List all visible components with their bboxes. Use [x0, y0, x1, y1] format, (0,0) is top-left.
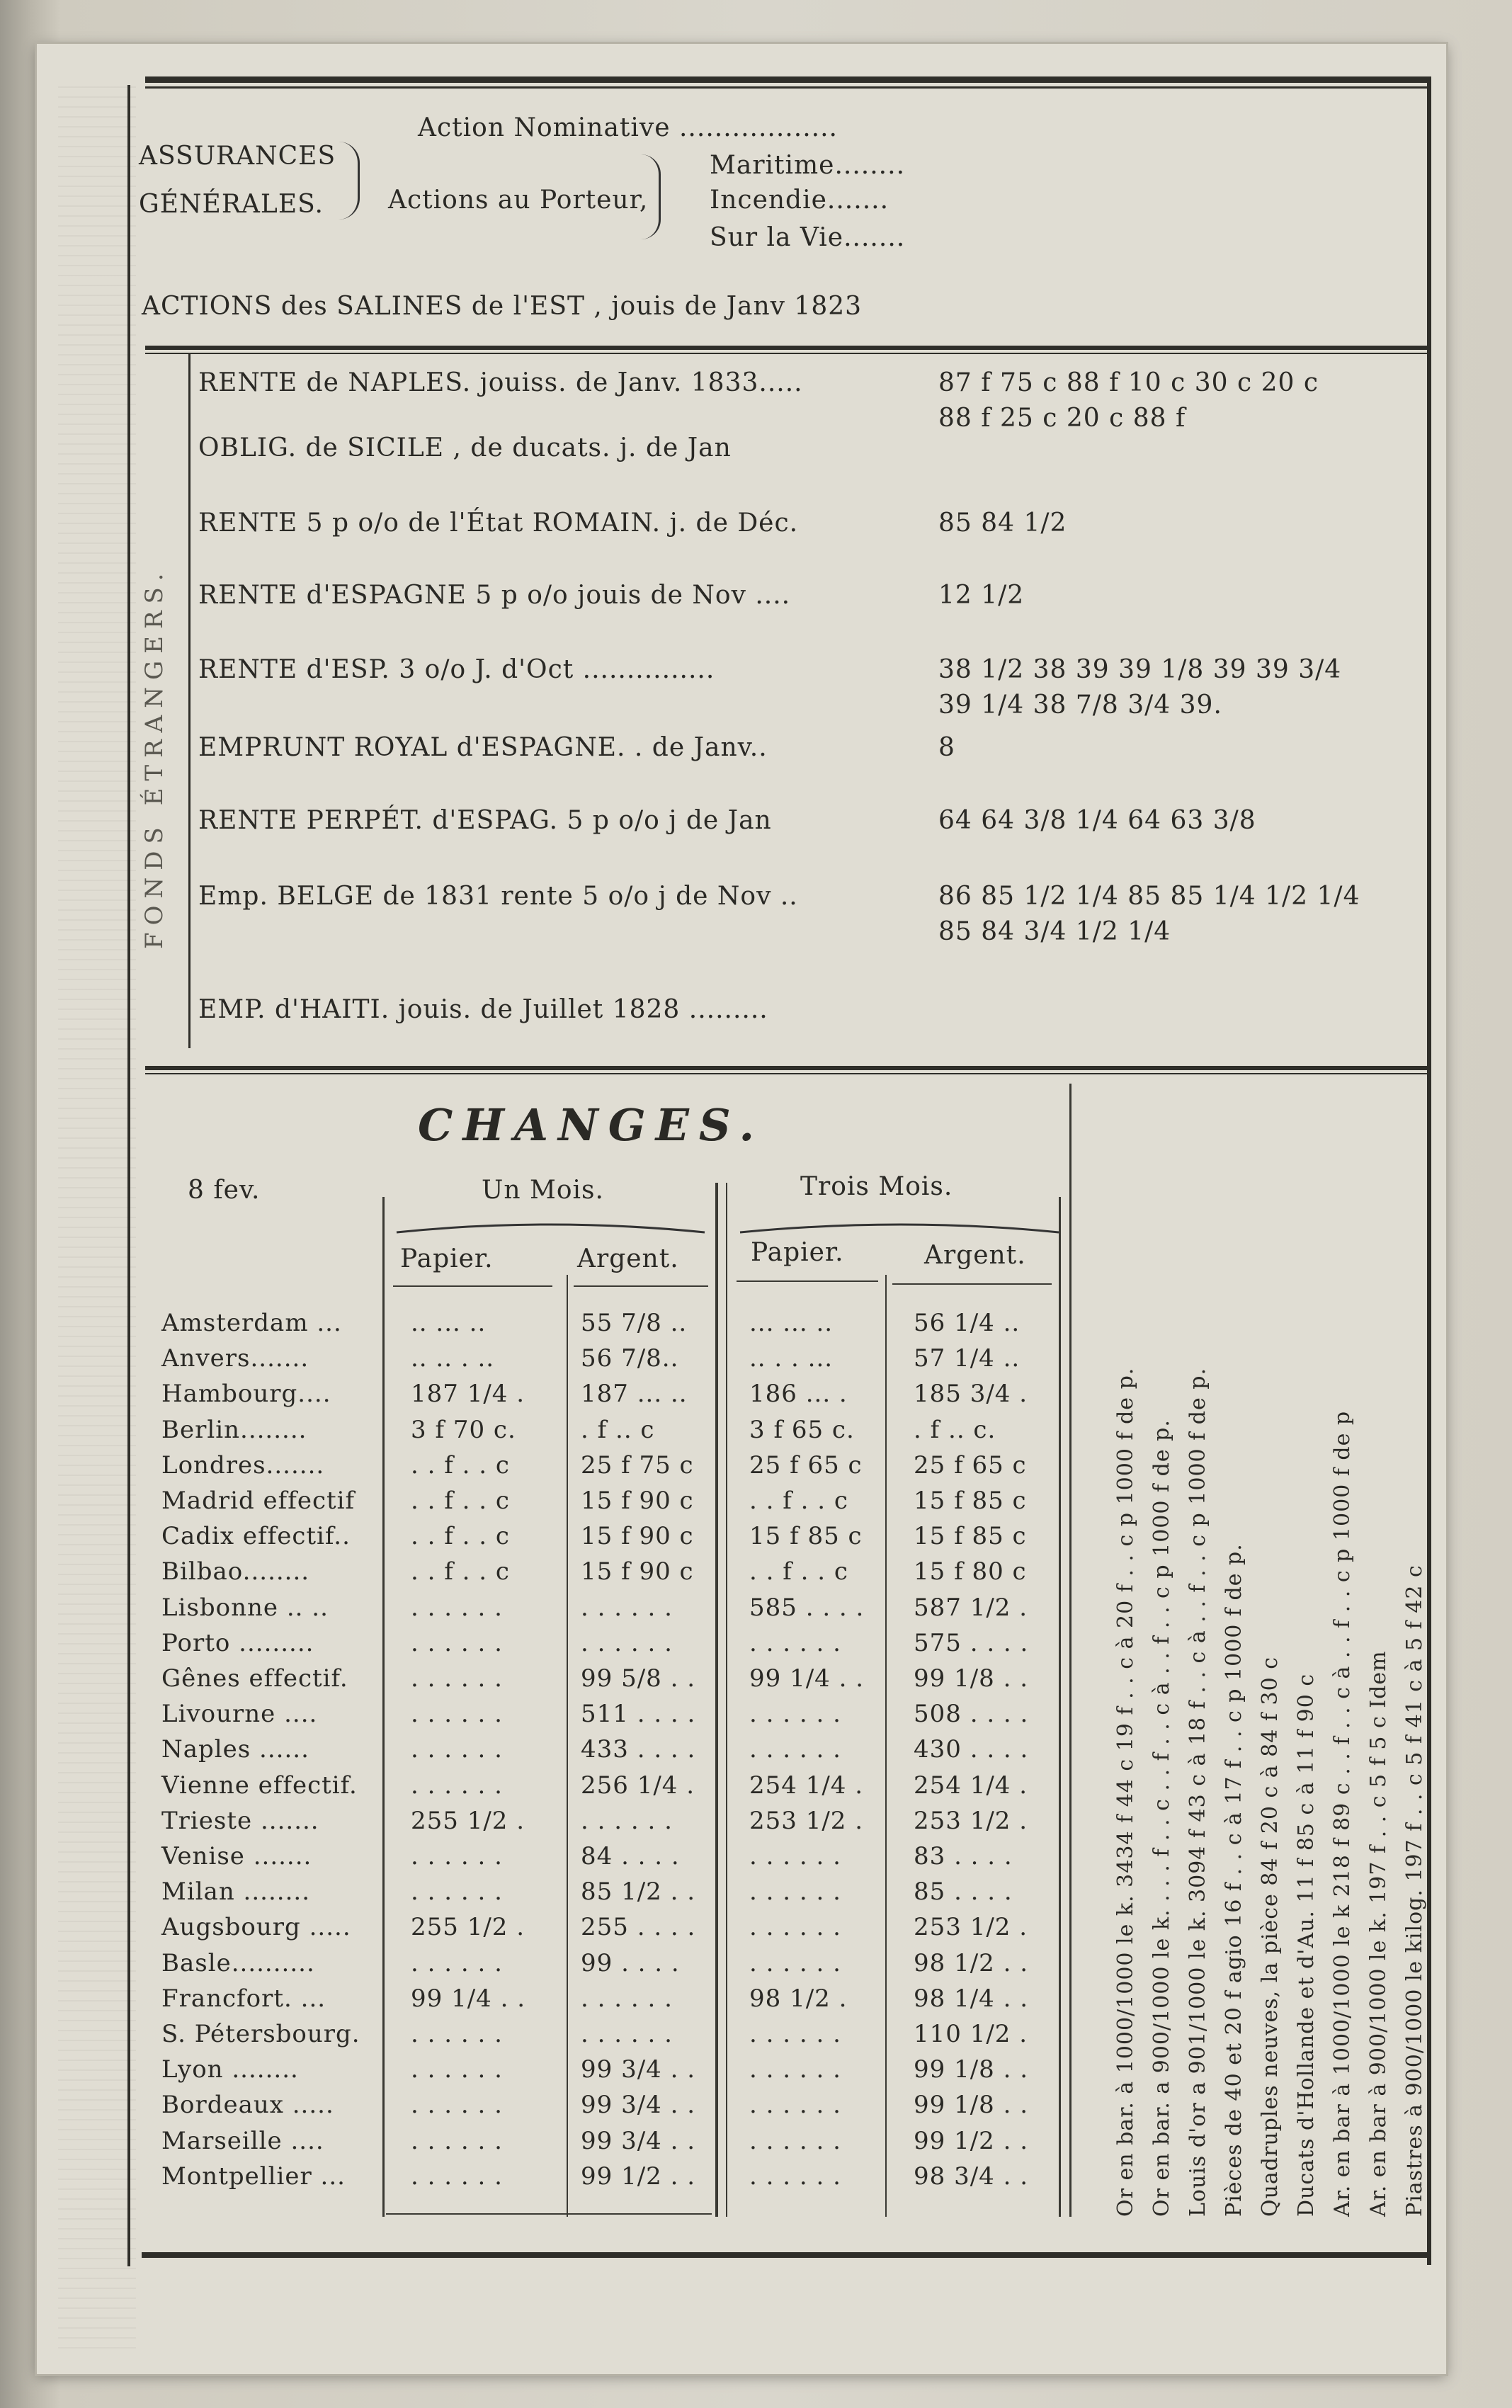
- cell-argent-trois-mois: 587 1/2 .: [914, 1594, 1028, 1622]
- fonds-row-value: 38 1/2 38 39 39 1/8 39 39 3/4: [938, 655, 1342, 684]
- underline-papier-1: [393, 1285, 552, 1287]
- cell-argent-un-mois: 433 . . . .: [581, 1735, 696, 1764]
- fonds-row-value: 86 85 1/2 1/4 85 85 1/4 1/2 1/4: [938, 882, 1360, 911]
- city-name: Porto .........: [161, 1629, 314, 1657]
- cell-argent-un-mois: . f .. c: [581, 1416, 655, 1444]
- cell-argent-un-mois: 99 3/4 . .: [581, 2055, 696, 2084]
- cell-papier-un-mois: . . f . . c: [411, 1557, 510, 1586]
- header-argent-3: Argent.: [924, 1241, 1026, 1270]
- cell-papier-trois-mois: . . . . . .: [749, 1842, 841, 1870]
- city-name: Basle..........: [161, 1949, 315, 1977]
- cell-argent-un-mois: 187 ... ..: [581, 1380, 688, 1408]
- cell-papier-trois-mois: . . . . . .: [749, 2091, 841, 2119]
- fonds-row-value: 12 1/2: [938, 581, 1025, 610]
- fonds-row-label: EMP. d'HAITI. jouis. de Juillet 1828 .........: [198, 995, 768, 1024]
- cell-papier-trois-mois: . . . . . .: [749, 1700, 841, 1728]
- fonds-row-value: 8: [938, 733, 955, 762]
- cell-papier-un-mois: . . . . . .: [411, 1594, 503, 1622]
- fonds-row-value-cont: 88 f 25 c 20 c 88 f: [938, 404, 1186, 433]
- cell-argent-un-mois: 99 3/4 . .: [581, 2127, 696, 2155]
- fonds-row-label: Emp. BELGE de 1831 rente 5 o/o j de Nov ..: [198, 882, 798, 911]
- cell-argent-trois-mois: 99 1/8 . .: [914, 2091, 1029, 2119]
- cell-papier-un-mois: 187 1/4 .: [411, 1380, 525, 1408]
- cell-papier-un-mois: .. ... ..: [411, 1309, 487, 1337]
- cell-argent-trois-mois: 254 1/4 .: [914, 1771, 1028, 1800]
- cell-argent-trois-mois: 15 f 80 c: [914, 1557, 1027, 1586]
- col-line-3: [715, 1183, 718, 2217]
- cell-argent-trois-mois: 99 1/8 . .: [914, 2055, 1029, 2084]
- col-line-6: [1069, 1084, 1072, 2217]
- cell-argent-un-mois: 15 f 90 c: [581, 1487, 694, 1515]
- cell-papier-trois-mois: 186 ... .: [749, 1380, 848, 1408]
- cell-argent-trois-mois: 57 1/4 ..: [914, 1344, 1021, 1373]
- cell-argent-trois-mois: . f .. c.: [914, 1416, 996, 1444]
- cell-papier-trois-mois: . . f . . c: [749, 1557, 848, 1586]
- city-name: Lyon ........: [161, 2055, 299, 2084]
- cell-papier-trois-mois: . . . . . .: [749, 2162, 841, 2191]
- metal-row: Or en bar. à 1000/1000 le k. 3434 f 44 c 19 f . . c à 20 f . . c p 1000 f de p.: [1113, 1367, 1138, 2217]
- city-name: Francfort. ...: [161, 1984, 326, 2013]
- cell-papier-trois-mois: . . . . . .: [749, 1913, 841, 1941]
- cell-papier-un-mois: . . . . . .: [411, 1771, 503, 1800]
- margin-texture: [58, 86, 136, 2353]
- cell-argent-trois-mois: 253 1/2 .: [914, 1913, 1028, 1941]
- cell-argent-un-mois: 25 f 75 c: [581, 1451, 694, 1480]
- cell-argent-un-mois: 15 f 90 c: [581, 1522, 694, 1550]
- city-name: Livourne ....: [161, 1700, 318, 1728]
- city-name: S. Pétersbourg.: [161, 2020, 360, 2048]
- cell-papier-un-mois: . . . . . .: [411, 1842, 503, 1870]
- city-name: Milan ........: [161, 1878, 310, 1906]
- assurances-title-2: GÉNÉRALES.: [139, 190, 324, 219]
- fonds-row-value: 85 84 1/2: [938, 509, 1067, 538]
- cell-papier-trois-mois: . . . . . .: [749, 1629, 841, 1657]
- fonds-row-label: RENTE d'ESP. 3 o/o J. d'Oct ...............: [198, 655, 715, 684]
- cell-papier-trois-mois: 585 . . . .: [749, 1594, 865, 1622]
- city-name: Vienne effectif.: [161, 1771, 358, 1800]
- changes-date: 8 fev.: [188, 1176, 261, 1205]
- city-name: Marseille ....: [161, 2127, 324, 2155]
- metal-row: Louis d'or a 901/1000 le k. 3094 f 43 c à 18 f . . c à . . f . . c p 1000 f de p.: [1186, 1367, 1210, 2217]
- cell-argent-un-mois: 55 7/8 ..: [581, 1309, 688, 1337]
- left-rule: [127, 85, 130, 2266]
- cell-papier-trois-mois: 3 f 65 c.: [749, 1416, 855, 1444]
- cell-papier-un-mois: . . . . . .: [411, 1735, 503, 1764]
- top-rule: [145, 76, 1431, 83]
- action-nominative: Action Nominative ..................: [418, 113, 838, 142]
- cell-papier-trois-mois: . . . . . .: [749, 1949, 841, 1977]
- fonds-row-label: EMPRUNT ROYAL d'ESPAGNE. . de Janv..: [198, 733, 768, 762]
- cell-papier-un-mois: . . . . . .: [411, 1629, 503, 1657]
- cell-argent-trois-mois: 185 3/4 .: [914, 1380, 1028, 1408]
- cell-argent-un-mois: 85 1/2 . .: [581, 1878, 696, 1906]
- city-name: Bilbao........: [161, 1557, 310, 1586]
- metal-row: Ducats d'Hollande et d'Au. 11 f 85 c à 11 f 90 c: [1294, 1673, 1319, 2217]
- metal-row: Pièces de 40 et 20 f agio 16 f . . c à 17 f . . c p 1000 f de p.: [1222, 1543, 1246, 2217]
- header-papier-1: Papier.: [400, 1244, 494, 1273]
- cell-papier-un-mois: . . f . . c: [411, 1522, 510, 1550]
- assurances-title-1: ASSURANCES: [139, 142, 336, 171]
- cell-papier-un-mois: . . . . . .: [411, 1878, 503, 1906]
- city-name: Hambourg....: [161, 1380, 331, 1408]
- city-name: Cadix effectif..: [161, 1522, 351, 1550]
- cell-papier-un-mois: . . . . . .: [411, 1949, 503, 1977]
- underline-argent-1: [574, 1285, 708, 1287]
- cell-papier-un-mois: . . . . . .: [411, 2091, 503, 2119]
- cell-papier-trois-mois: . . . . . .: [749, 1735, 841, 1764]
- cell-argent-un-mois: 99 . . . .: [581, 1949, 680, 1977]
- metal-row: Ar. en bar à 1000/1000 le k 218 f 89 c . . f . . c à . . f . . c p 1000 f de p: [1330, 1410, 1355, 2217]
- cell-argent-trois-mois: 508 . . . .: [914, 1700, 1029, 1728]
- fonds-row-label: OBLIG. de SICILE , de ducats. j. de Jan: [198, 433, 732, 462]
- rule-changes-top-thin: [145, 1073, 1427, 1074]
- rule-fonds-top-thin: [145, 353, 1427, 354]
- cell-papier-trois-mois: 99 1/4 . .: [749, 1664, 865, 1693]
- cell-argent-trois-mois: 83 . . . .: [914, 1842, 1013, 1870]
- cell-papier-un-mois: . . . . . .: [411, 1664, 503, 1693]
- city-name: Berlin........: [161, 1416, 307, 1444]
- cell-argent-un-mois: . . . . . .: [581, 1594, 673, 1622]
- maritime: Maritime........: [710, 151, 906, 180]
- changes-title: CHANGES.: [418, 1099, 765, 1151]
- cell-papier-trois-mois: 254 1/4 .: [749, 1771, 864, 1800]
- cell-argent-trois-mois: 253 1/2 .: [914, 1807, 1028, 1835]
- cell-argent-trois-mois: 99 1/8 . .: [914, 1664, 1029, 1693]
- fonds-row-value: 64 64 3/8 1/4 64 63 3/8: [938, 806, 1256, 835]
- underline-argent-3: [892, 1283, 1052, 1285]
- cell-papier-un-mois: . . f . . c: [411, 1487, 510, 1515]
- fonds-row-label: RENTE de NAPLES. jouiss. de Janv. 1833.....: [198, 368, 803, 397]
- cell-argent-un-mois: 84 . . . .: [581, 1842, 680, 1870]
- cell-argent-un-mois: 56 7/8..: [581, 1344, 679, 1373]
- cell-argent-trois-mois: 575 . . . .: [914, 1629, 1029, 1657]
- cell-papier-un-mois: 255 1/2 .: [411, 1913, 525, 1941]
- rule-changes-top: [145, 1066, 1427, 1070]
- cell-argent-trois-mois: 56 1/4 ..: [914, 1309, 1021, 1337]
- city-name: Montpellier ...: [161, 2162, 346, 2191]
- cell-argent-un-mois: . . . . . .: [581, 2020, 673, 2048]
- underline-papier-3: [737, 1280, 878, 1282]
- cell-papier-un-mois: .. .. . ..: [411, 1344, 495, 1373]
- cell-papier-un-mois: . . . . . .: [411, 2162, 503, 2191]
- cell-papier-trois-mois: 15 f 85 c: [749, 1522, 863, 1550]
- cell-papier-trois-mois: .. . . ...: [749, 1344, 834, 1373]
- cell-argent-un-mois: . . . . . .: [581, 1807, 673, 1835]
- fonds-row-value-cont: 85 84 3/4 1/2 1/4: [938, 917, 1171, 946]
- fonds-row-value-cont: 39 1/4 38 7/8 3/4 39.: [938, 691, 1222, 720]
- cell-papier-un-mois: . . . . . .: [411, 1700, 503, 1728]
- city-name: Trieste .......: [161, 1807, 319, 1835]
- city-name: Naples ......: [161, 1735, 309, 1764]
- cell-papier-trois-mois: . . . . . .: [749, 2055, 841, 2084]
- city-name: Bordeaux .....: [161, 2091, 334, 2119]
- fonds-etrangers-label: FONDS ÉTRANGERS.: [140, 566, 169, 949]
- col-line-4: [885, 1275, 887, 2217]
- cell-argent-un-mois: 256 1/4 .: [581, 1771, 695, 1800]
- fonds-row-label: RENTE PERPÉT. d'ESPAG. 5 p o/o j de Jan: [198, 806, 772, 835]
- cell-papier-trois-mois: 25 f 65 c: [749, 1451, 863, 1480]
- cell-papier-un-mois: . . . . . .: [411, 2127, 503, 2155]
- header-braces: [393, 1211, 1271, 1239]
- cell-argent-un-mois: 99 3/4 . .: [581, 2091, 696, 2119]
- cell-argent-trois-mois: 430 . . . .: [914, 1735, 1029, 1764]
- city-name: Gênes effectif.: [161, 1664, 348, 1693]
- cell-papier-trois-mois: ... ... ..: [749, 1309, 834, 1337]
- cell-papier-trois-mois: 253 1/2 .: [749, 1807, 864, 1835]
- cell-argent-un-mois: 99 1/2 . .: [581, 2162, 696, 2191]
- cell-papier-un-mois: 3 f 70 c.: [411, 1416, 516, 1444]
- fonds-row-label: RENTE d'ESPAGNE 5 p o/o jouis de Nov ....: [198, 581, 791, 610]
- header-trois-mois: Trois Mois.: [800, 1172, 953, 1201]
- cell-argent-trois-mois: 98 1/2 . .: [914, 1949, 1029, 1977]
- table-bottom-rule-1: [386, 2213, 712, 2215]
- fonds-row-value: 87 f 75 c 88 f 10 c 30 c 20 c: [938, 368, 1319, 397]
- cell-papier-un-mois: 99 1/4 . .: [411, 1984, 526, 2013]
- cell-argent-un-mois: 15 f 90 c: [581, 1557, 694, 1586]
- cell-argent-trois-mois: 99 1/2 . .: [914, 2127, 1029, 2155]
- cell-argent-trois-mois: 98 3/4 . .: [914, 2162, 1029, 2191]
- col-line-3b: [726, 1183, 727, 2217]
- cell-argent-trois-mois: 85 . . . .: [914, 1878, 1013, 1906]
- cell-papier-un-mois: 255 1/2 .: [411, 1807, 525, 1835]
- cell-argent-trois-mois: 98 1/4 . .: [914, 1984, 1029, 2013]
- city-name: Londres.......: [161, 1451, 325, 1480]
- metal-row: Quadruples neuves, la pièce 84 f 20 c à 84 f 30 c: [1258, 1656, 1283, 2217]
- city-name: Madrid effectif: [161, 1487, 356, 1515]
- cell-argent-un-mois: . . . . . .: [581, 1984, 673, 2013]
- cell-papier-trois-mois: . . . . . .: [749, 1878, 841, 1906]
- top-rule-thin: [145, 86, 1431, 89]
- cell-papier-un-mois: . . . . . .: [411, 2055, 503, 2084]
- col-line-2: [567, 1275, 568, 2217]
- cell-papier-un-mois: . . f . . c: [411, 1451, 510, 1480]
- salines-row: ACTIONS des SALINES de l'EST , jouis de Janv 1823: [142, 292, 863, 321]
- col-line-1: [382, 1197, 385, 2217]
- right-rule: [1427, 76, 1431, 2265]
- cell-argent-un-mois: . . . . . .: [581, 1629, 673, 1657]
- rule-fonds-top: [145, 346, 1427, 350]
- header-argent-1: Argent.: [577, 1244, 679, 1273]
- city-name: Augsbourg .....: [161, 1913, 351, 1941]
- metal-row: Or en bar. a 900/1000 le k. . . . f . . c . . f . . c à . . f . . c p 1000 f de p.: [1149, 1419, 1174, 2217]
- fonds-left-rule: [188, 354, 191, 1048]
- cell-argent-un-mois: 255 . . . .: [581, 1913, 696, 1941]
- cell-argent-trois-mois: 15 f 85 c: [914, 1522, 1027, 1550]
- assurances-brace: [336, 142, 360, 220]
- brace-un-mois: [397, 1225, 705, 1232]
- cell-papier-trois-mois: 98 1/2 .: [749, 1984, 848, 2013]
- city-name: Amsterdam ...: [161, 1309, 342, 1337]
- cell-argent-un-mois: 511 . . . .: [581, 1700, 696, 1728]
- header-papier-3: Papier.: [751, 1238, 844, 1267]
- cell-papier-trois-mois: . . . . . .: [749, 2127, 841, 2155]
- incendie: Incendie.......: [710, 186, 889, 215]
- cell-papier-trois-mois: . . . . . .: [749, 2020, 841, 2048]
- bottom-rule: [142, 2252, 1431, 2258]
- cell-argent-un-mois: 99 5/8 . .: [581, 1664, 696, 1693]
- metal-row: Piastres à 900/1000 le kilog. 197 f . . c 5 f 41 c à 5 f 42 c: [1402, 1564, 1427, 2217]
- city-name: Anvers.......: [161, 1344, 309, 1373]
- fonds-row-label: RENTE 5 p o/o de l'État ROMAIN. j. de Déc.: [198, 509, 799, 538]
- cell-papier-trois-mois: . . f . . c: [749, 1487, 848, 1515]
- cell-argent-trois-mois: 15 f 85 c: [914, 1487, 1027, 1515]
- header-un-mois: Un Mois.: [482, 1176, 604, 1205]
- actions-porteur: Actions au Porteur,: [388, 186, 649, 215]
- cell-argent-trois-mois: 25 f 65 c: [914, 1451, 1027, 1480]
- cell-argent-trois-mois: 110 1/2 .: [914, 2020, 1028, 2048]
- porteur-brace: [641, 154, 661, 239]
- city-name: Venise .......: [161, 1842, 312, 1870]
- metal-row: Ar. en bar à 900/1000 le k. 197 f . . c 5 f 5 c Idem: [1366, 1650, 1391, 2217]
- cell-papier-un-mois: . . . . . .: [411, 2020, 503, 2048]
- city-name: Lisbonne .. ..: [161, 1594, 329, 1622]
- sur-la-vie: Sur la Vie.......: [710, 223, 906, 252]
- col-line-5: [1059, 1197, 1061, 2217]
- brace-trois-mois: [740, 1225, 1059, 1232]
